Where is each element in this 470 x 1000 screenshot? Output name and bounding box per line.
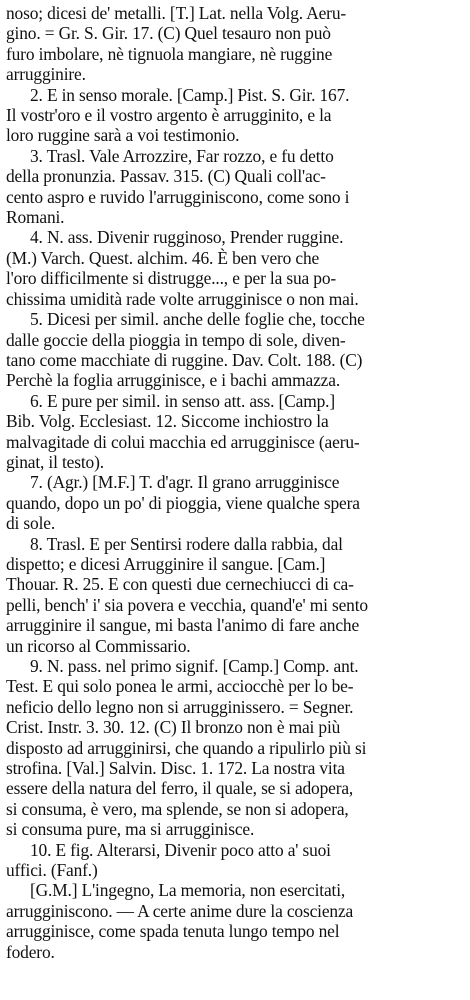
text-line: dalle goccie della pioggia in tempo di sole, diven- [6,329,346,350]
text-line: l'oro difficilmente si distrugge..., e per la sua po- [6,268,337,289]
text-line: (M.) Varch. Quest. alchim. 46. È ben vero che [6,247,320,268]
text-line: della pronunzia. Passav. 315. (C) Quali coll'ac- [6,166,326,187]
sense-4 [6,227,464,309]
text-line: [G.M.] L'ingegno, La memoria, non esercitati, [30,880,346,901]
sense-10 [6,840,464,962]
text-line: Bib. Volg. Ecclesiast. 12. Siccome inchiostro la [6,411,329,432]
text-line: 9. N. pass. nel primo signif. [Camp.] Comp. ant. [30,656,359,676]
text-line: malvagitade di colui macchia ed arrugginisce (aeru- [6,431,360,452]
text-line: loro ruggine sarà a voi testimonio. [6,125,240,146]
entry-continuation [6,3,464,85]
text-line: di sole. [6,513,56,534]
text-line: dispetto; e dicesi Arrugginire il sangue. [Cam.] [6,553,326,574]
sense-8 [6,534,464,656]
text-line: noso; dicesi de' metalli. [T.] Lat. nella Volg. Aeru- [6,3,347,23]
text-line: chissima umidità rade volte arrugginisce o non mai. [6,288,359,309]
sense-2 [6,85,464,146]
text-line: furo imbolare, nè tignuola mangiare, nè ruggine [6,43,333,64]
text-line: arrugginisce, come spada tenuta lungo tempo nel [6,921,340,942]
text-line: tano come macchiate di ruggine. Dav. Colt. 188. (C) [6,349,363,370]
sense-6 [6,391,464,473]
text-line: 2. E in senso morale. [Camp.] Pist. S. Gir. 167. [30,84,350,105]
sense-7 [6,472,464,533]
text-line: pelli, bench' i' sia povera e vecchia, quand'e' mi sento [6,594,368,615]
text-line: essere della natura del ferro, il quale, se si adopera, [6,778,354,799]
text-line: si consuma pure, ma si arrugginisce. [6,819,255,840]
text-line: neficio dello legno non si arrugginissero. = Segner. [6,696,354,717]
text-line: arrugginire il sangue, mi basta l'animo di fare anche [6,615,360,636]
sense-9 [6,656,464,840]
text-line: Romani. [6,207,65,228]
text-line: un ricorso al Commissario. [6,635,191,656]
sense-5 [6,309,464,391]
text-line: Il vostr'oro e il vostro argento è arrugginito, e la [6,105,332,126]
text-line: 8. Trasl. E per Sentirsi rodere dalla rabbia, dal [30,533,343,554]
text-line: fodero. [6,941,55,962]
text-line: Crist. Instr. 3. 30. 12. (C) Il bronzo non è mai più [6,717,341,738]
text-line: quando, dopo un po' di pioggia, viene qualche spera [6,492,360,513]
text-line: arrugginiscono. — A certe anime dure la coscienza [6,900,354,921]
text-line: 10. E fig. Alterarsi, Divenir poco atto a' suoi [30,839,331,860]
text-line: 6. E pure per simil. in senso att. ass. [Camp.] [30,390,335,411]
text-line: 3. Trasl. Vale Arrozzire, Far rozzo, e fu detto [30,145,334,166]
text-line: ginat, il testo). [6,451,104,472]
text-line: Test. E qui solo ponea le armi, acciocchè per lo be- [6,676,354,697]
text-line: gino. = Gr. S. Gir. 17. (C) Quel tesauro non può [6,23,331,44]
text-line: 7. (Agr.) [M.F.] T. d'agr. Il grano arrugginisce [30,472,340,493]
text-line: strofina. [Val.] Salvin. Disc. 1. 172. La nostra vita [6,758,345,779]
text-line: cento aspro e ruvido l'arrugginiscono, come sono i [6,186,350,207]
text-line: arrugginire. [6,64,86,85]
text-line: Perchè la foglia arrugginisce, e i bachi ammazza. [6,370,341,391]
text-line: 5. Dicesi per simil. anche delle foglie che, tocche [30,309,365,330]
text-line: Thouar. R. 25. E con questi due cernechiucci di ca- [6,574,354,595]
text-line: 4. N. ass. Divenir rugginoso, Prender ruggine. [30,227,344,248]
text-line: si consuma, è vero, ma splende, se non si adopera, [6,798,349,819]
text-line: uffici. (Fanf.) [6,860,98,881]
text-line: disposto ad arrugginirsi, che quando a ripulirlo più si [6,737,367,758]
sense-3 [6,146,464,228]
